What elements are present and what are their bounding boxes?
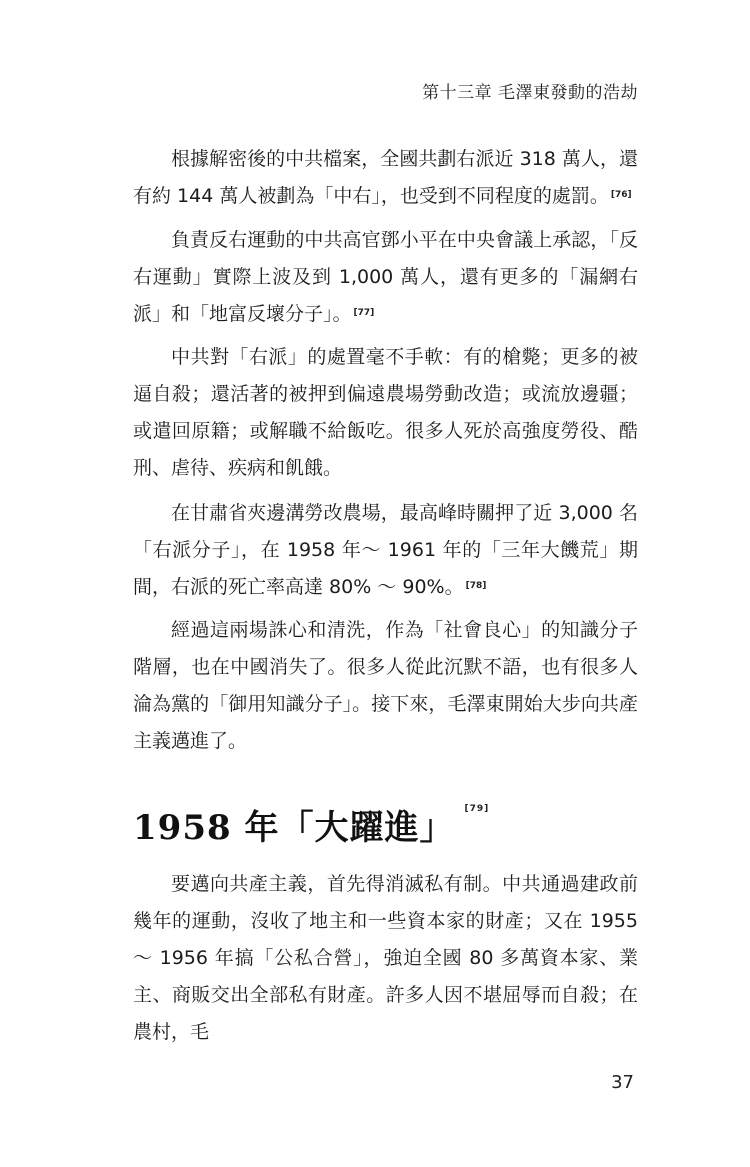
paragraph-5 xyxy=(133,612,638,760)
paragraph-2-text: 負責反右運動的中共高官鄧小平在中央會議上承認，「反右運動」實際上波及到 1,000 萬人，還有更多的「漏網右派」和「地富反壞分子」。 xyxy=(133,229,638,325)
section-paragraph-1-text: 要邁向共產主義，首先得消滅私有制。中共通過建政前幾年的運動，沒收了地主和一些資本家的財產；又在 1955 ～ 1956 年搞「公私合營」，強迫全國 80 多萬資本家、業主、商販交出全部私有財產。許多人因不堪屈辱而自殺；在農村，毛 xyxy=(133,873,638,1043)
paragraph-2 xyxy=(133,222,638,333)
paragraph-3-text: 中共對「右派」的處置毫不手軟：有的槍斃；更多的被逼自殺；還活著的被押到偏遠農場勞動改造；或流放邊疆；或遣回原籍；或解職不給飯吃。很多人死於高強度勞役、酷刑、虐待、疾病和飢餓。 xyxy=(133,346,638,479)
footnote-ref-76[interactable]: [76] xyxy=(610,190,632,200)
running-head: 第十三章 毛澤東發動的浩劫 xyxy=(422,83,638,103)
section-paragraph-1 xyxy=(133,866,638,1051)
page-number: 37 xyxy=(611,1072,634,1093)
footnote-ref-78[interactable]: [78] xyxy=(465,581,487,591)
paragraph-1 xyxy=(133,141,638,215)
section-heading-text: 1958 年「大躍進」 xyxy=(133,808,455,848)
paragraph-5-text: 經過這兩場誅心和清洗，作為「社會良心」的知識分子階層，也在中國消失了。很多人從此沉默不語，也有很多人淪為黨的「御用知識分子」。接下來，毛澤東開始大步向共產主義邁進了。 xyxy=(133,619,638,752)
section-heading xyxy=(133,800,489,849)
paragraph-3 xyxy=(133,339,638,487)
paragraph-4 xyxy=(133,495,638,606)
paragraph-4-text: 在甘肅省夾邊溝勞改農場，最高峰時關押了近 3,000 名「右派分子」，在 1958 年～ 1961 年的「三年大饑荒」期間，右派的死亡率高達 80% ～ 90%。 xyxy=(133,502,638,598)
paragraph-1-text: 根據解密後的中共檔案，全國共劃右派近 318 萬人，還有約 144 萬人被劃為「中右」，也受到不同程度的處罰。 xyxy=(133,148,638,207)
footnote-ref-77[interactable]: [77] xyxy=(353,308,375,318)
footnote-ref-79[interactable]: [79] xyxy=(464,804,490,814)
